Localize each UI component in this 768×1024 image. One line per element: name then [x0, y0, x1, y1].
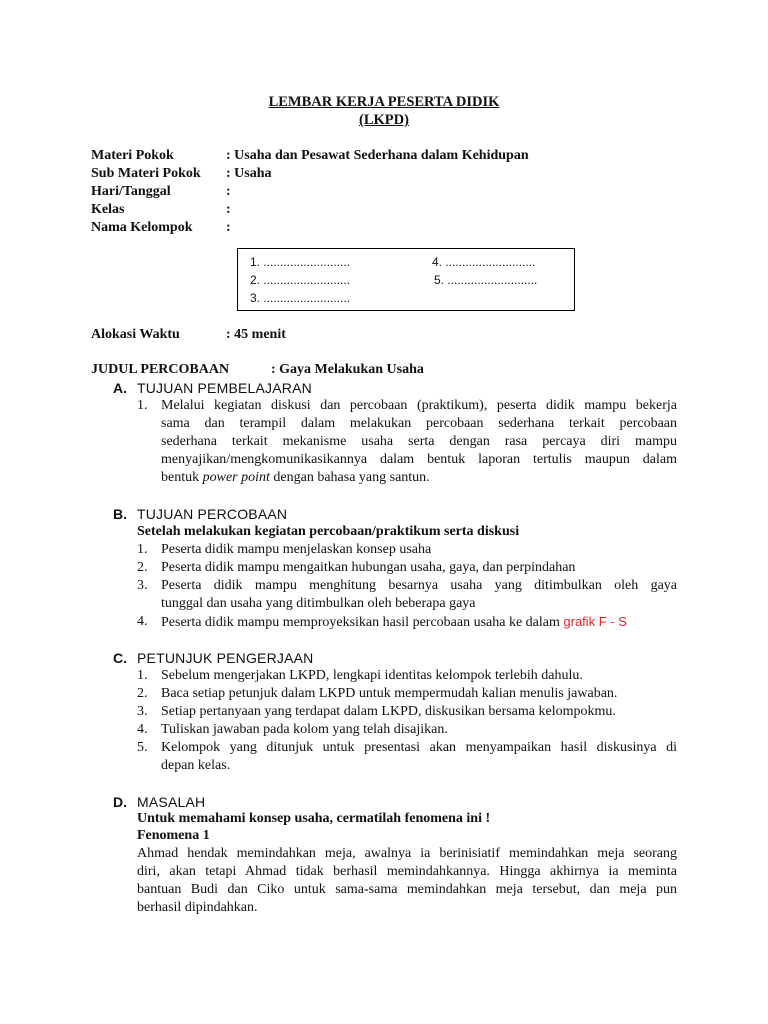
member-4[interactable]: 4. ........................... [432, 255, 536, 269]
section-d-subtitle: Untuk memahami konsep usaha, cermatilah fenomena ini ! [137, 811, 491, 826]
identity-label-tanggal: Hari/Tanggal [91, 184, 171, 199]
allocation-label: Alokasi Waktu [91, 327, 180, 342]
section-a-item-line: sama dan terampil dalam melakukan percobaan sederhana terkait percobaan [161, 416, 677, 431]
member-2[interactable]: 2. .......................... [250, 273, 351, 287]
section-c-item-number: 1. [137, 668, 148, 683]
section-a-item-line: Melalui kegiatan diskusi dan percobaan (praktikum), peserta didik mampu bekerja [161, 398, 677, 413]
section-c-item: Tuliskan jawaban pada kolom yang telah disajikan. [161, 722, 448, 737]
section-b-subtitle: Setelah melakukan kegiatan percobaan/praktikum serta diskusi [137, 524, 520, 539]
section-c-item-number: 3. [137, 704, 148, 719]
phenomenon-text: diri, akan tetapi Ahmad tidak berhasil memindahkannya. Hingga akhirnya ia meminta [137, 864, 677, 879]
identity-value-kelas[interactable]: : [226, 202, 231, 217]
allocation-value: : 45 menit [226, 327, 286, 342]
identity-value-kelompok[interactable]: : [226, 220, 231, 235]
section-b-letter: B. [113, 506, 127, 522]
section-c-item: depan kelas. [161, 758, 231, 773]
section-c-item-number: 5. [137, 740, 148, 755]
section-c-letter: C. [113, 650, 127, 666]
section-c-item-number: 4. [137, 722, 148, 737]
section-c-item: Kelompok yang ditunjuk untuk presentasi akan menyampaikan hasil diskusinya di [161, 740, 677, 755]
identity-value-tanggal[interactable]: : [226, 184, 231, 199]
identity-value-submateri: : Usaha [226, 166, 272, 181]
section-b-item: Peserta didik mampu menghitung besarnya usaha yang ditimbulkan oleh gaya [161, 578, 677, 593]
member-1[interactable]: 1. .......................... [250, 255, 351, 269]
section-b-item-number: 3. [137, 578, 148, 593]
phenomenon-title: Fenomena 1 [137, 828, 210, 843]
section-a-item-number: 1. [137, 398, 148, 413]
section-b-item: Peserta didik mampu mengaitkan hubungan usaha, gaya, dan perpindahan [161, 560, 576, 575]
section-a-title: TUJUAN PEMBELAJARAN [137, 380, 312, 396]
document-title-line2: (LKPD) [359, 112, 409, 128]
experiment-label: JUDUL PERCOBAAN [91, 362, 230, 377]
graph-highlight: grafik F - S [563, 614, 627, 629]
section-b-item-number: 1. [137, 542, 148, 557]
section-a-item-line: menyajikan/mengkomunikasikannya dalam bentuk laporan tertulis maupun dalam [161, 452, 677, 467]
identity-label-materi: Materi Pokok [91, 148, 174, 163]
section-c-item: Sebelum mengerjakan LKPD, lengkapi identitas kelompok terlebih dahulu. [161, 668, 583, 683]
member-5[interactable]: 5. ........................... [434, 273, 538, 287]
phenomenon-text: Ahmad hendak memindahkan meja, awalnya ia berinisiatif memindahkan meja seorang [137, 846, 677, 861]
section-a-item-line: sederhana terkait mekanisme usaha serta dengan rasa percaya diri mampu [161, 434, 677, 449]
power-point-emphasis: power point [202, 470, 270, 485]
section-b-item: Peserta didik mampu menjelaskan konsep usaha [161, 542, 432, 557]
phenomenon-text: berhasil dipindahkan. [137, 900, 258, 915]
group-members-box [237, 248, 575, 311]
section-a-item-line: bentuk power point dengan bahasa yang santun. [161, 470, 430, 485]
experiment-title: : Gaya Melakukan Usaha [271, 362, 424, 377]
section-c-item: Setiap pertanyaan yang terdapat dalam LKPD, diskusikan bersama kelompokmu. [161, 704, 616, 719]
section-b-item: tunggal dan usaha yang ditimbulkan oleh beberapa gaya [161, 596, 476, 611]
phenomenon-text: bantuan Budi dan Ciko untuk sama-sama memindahkan meja tersebut, dan meja pun [137, 882, 677, 897]
section-a-letter: A. [113, 380, 127, 396]
section-c-item-number: 2. [137, 686, 148, 701]
section-c-item: Baca setiap petunjuk dalam LKPD untuk mempermudah kalian menulis jawaban. [161, 686, 618, 701]
section-b-title: TUJUAN PERCOBAAN [137, 506, 288, 522]
identity-label-submateri: Sub Materi Pokok [91, 166, 201, 181]
section-b-item-number: 2. [137, 560, 148, 575]
identity-value-materi: : Usaha dan Pesawat Sederhana dalam Kehidupan [226, 148, 529, 163]
section-b-item: Peserta didik mampu memproyeksikan hasil percobaan usaha ke dalam grafik F - S [161, 614, 627, 630]
section-c-title: PETUNJUK PENGERJAAN [137, 650, 314, 666]
identity-label-kelas: Kelas [91, 202, 125, 217]
section-b-item-number: 4. [137, 614, 148, 629]
section-d-letter: D. [113, 794, 127, 810]
identity-label-kelompok: Nama Kelompok [91, 220, 193, 235]
member-3[interactable]: 3. .......................... [250, 291, 351, 305]
section-d-title: MASALAH [137, 794, 206, 810]
document-title-line1: LEMBAR KERJA PESERTA DIDIK [268, 94, 500, 110]
